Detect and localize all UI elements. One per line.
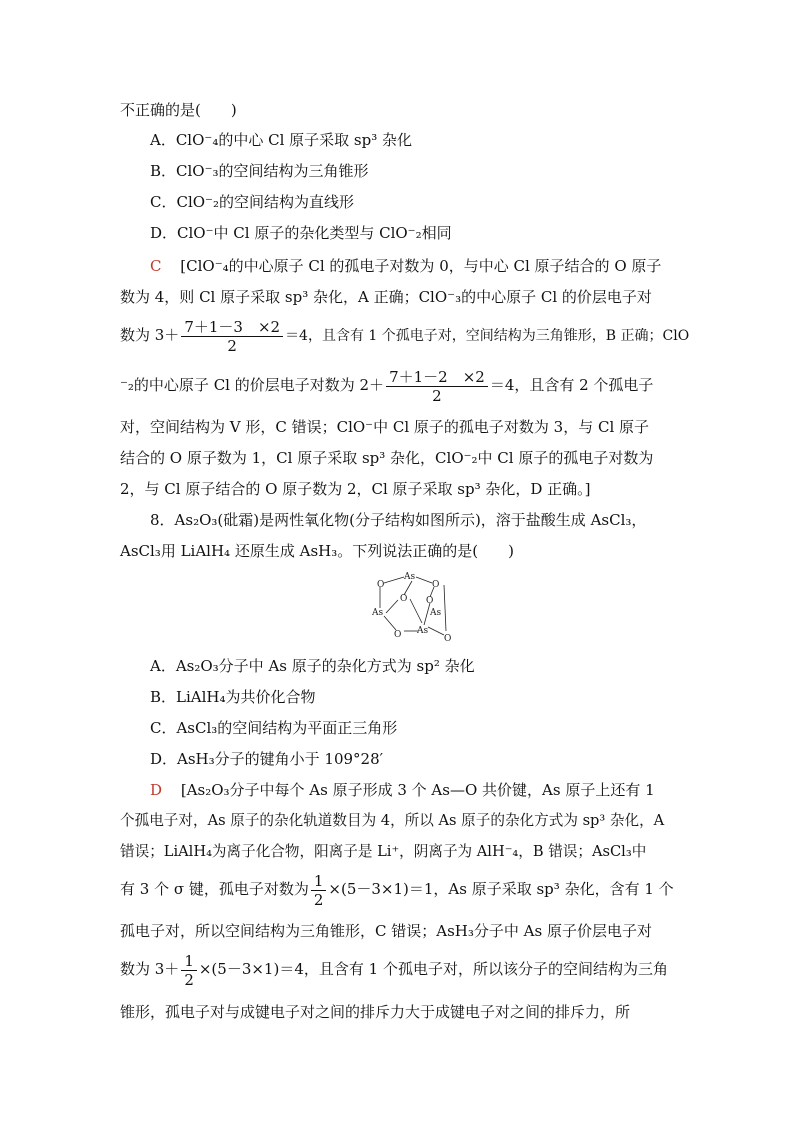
q7-explanation-line-1 xyxy=(150,256,661,276)
q8-explanation-line-1 xyxy=(150,780,655,800)
q8-exp4-post: ×(5－3×1)＝1，As 原子采取 sp³ 杂化，含有 1 个 xyxy=(328,880,674,898)
q7-fraction-1 xyxy=(181,318,283,355)
q8-explanation-line-4 xyxy=(120,870,674,909)
atom-as: As xyxy=(404,572,416,582)
q8-fraction-2 xyxy=(181,952,197,989)
atom-as: As xyxy=(430,608,442,618)
atom-o: O xyxy=(377,580,385,590)
atom-as: As xyxy=(372,608,384,618)
q8-stem-line-2: AsCl₃用 LiAlH₄ 还原生成 AsH₃。下列说法正确的是( ) xyxy=(120,542,514,560)
q7-option-d: D．ClO⁻中 Cl 原子的杂化类型与 ClO⁻₂相同 xyxy=(150,224,452,242)
fraction-denominator: 2 xyxy=(184,970,194,989)
q8-fraction-1 xyxy=(311,872,327,909)
q7-answer-letter: C xyxy=(150,257,162,275)
atom-o: O xyxy=(394,630,402,640)
q8-exp6-post: ×(5－3×1)＝4，且含有 1 个孤电子对，所以该分子的空间结构为三角 xyxy=(198,960,668,978)
atom-o: O xyxy=(432,580,440,590)
q8-exp-text-1: [As₂O₃分子中每个 As 原子形成 3 个 As—O 共价键，As 原子上还有 1 xyxy=(180,781,655,799)
fraction-numerator: 7＋1－2 ×2 xyxy=(386,368,488,387)
q7-exp-text-1: [ClO⁻₄的中心原子 Cl 的孤电子对数为 0，与中心 Cl 原子结合的 O 原子 xyxy=(180,257,662,275)
q8-exp6-pre: 数为 3＋ xyxy=(120,960,180,978)
q8-explanation-line-5: 孤电子对，所以空间结构为三角锥形，C 错误；AsH₃分子中 As 原子价层电子对 xyxy=(120,922,652,940)
q7-stem-end: 不正确的是( ) xyxy=(120,101,237,119)
fraction-numerator: 7＋1－3 ×2 xyxy=(181,318,283,337)
q7-explanation-line-2: 数为 4，则 Cl 原子采取 sp³ 杂化，A 正确；ClO⁻₃的中心原子 Cl 的价层电子对 xyxy=(120,288,652,306)
q8-option-d: D．AsH₃分子的键角小于 109°28′ xyxy=(150,750,384,768)
q7-explanation-line-5: 对，空间结构为 V 形，C 错误；ClO⁻中 Cl 原子的孤电子对数为 3，与 Cl 原子 xyxy=(120,418,650,436)
q7-option-a: A．ClO⁻₄的中心 Cl 原子采取 sp³ 杂化 xyxy=(150,131,412,149)
q7-explanation-line-6: 结合的 O 原子数为 1，Cl 原子采取 sp³ 杂化，ClO⁻₂中 Cl 原子的孤电子对数为 xyxy=(120,449,654,467)
q8-option-b: B．LiAlH₄为共价化合物 xyxy=(150,688,316,706)
q7-explanation-line-3 xyxy=(120,316,689,355)
atom-o: O xyxy=(444,634,452,644)
q8-explanation-line-3: 错误；LiAlH₄为离子化合物，阳离子是 Li⁺，阴离子为 AlH⁻₄，B 错误；AsCl₃中 xyxy=(120,843,647,860)
atom-o: O xyxy=(400,594,408,604)
atom-as: As xyxy=(417,626,429,636)
q8-explanation-line-6 xyxy=(120,950,668,989)
q7-fraction-2 xyxy=(386,368,488,405)
q8-option-c: C．AsCl₃的空间结构为平面正三角形 xyxy=(150,719,398,737)
q7-exp3-pre: 数为 3＋ xyxy=(120,326,180,344)
as2o3-structure-diagram xyxy=(360,565,470,645)
q8-stem-line-1: 8．As₂O₃(砒霜)是两性氧化物(分子结构如图所示)，溶于盐酸生成 AsCl₃， xyxy=(150,511,647,529)
q7-option-b: B．ClO⁻₃的空间结构为三角锥形 xyxy=(150,162,369,180)
q8-answer-letter: D xyxy=(150,781,163,799)
fraction-numerator: 1 xyxy=(311,872,327,891)
atom-o: O xyxy=(426,596,434,606)
fraction-denominator: 2 xyxy=(313,890,324,909)
q7-explanation-line-7: 2，与 Cl 原子结合的 O 原子数为 2，Cl 原子采取 sp³ 杂化，D 正确。] xyxy=(120,480,591,498)
q8-option-a: A．As₂O₃分子中 As 原子的杂化方式为 sp² 杂化 xyxy=(150,657,475,675)
fraction-denominator: 2 xyxy=(432,386,442,405)
q7-exp4-pre: ⁻₂的中心原子 Cl 的价层电子对数为 2＋ xyxy=(120,376,385,394)
q7-exp4-post: ＝4，且含有 2 个孤电子 xyxy=(489,376,654,394)
q8-explanation-line-2: 个孤电子对，As 原子的杂化轨道数目为 4，所以 As 原子的杂化方式为 sp³ 杂化，A xyxy=(120,812,665,829)
q8-exp4-pre: 有 3 个 σ 键，孤电子对数为 xyxy=(120,880,309,898)
q7-option-c: C．ClO⁻₂的空间结构为直线形 xyxy=(150,193,354,211)
fraction-denominator: 2 xyxy=(227,336,237,355)
fraction-numerator: 1 xyxy=(181,952,197,971)
q7-explanation-line-4 xyxy=(120,366,653,405)
q8-explanation-line-7: 锥形，孤电子对与成键电子对之间的排斥力大于成键电子对之间的排斥力，所 xyxy=(120,1003,631,1021)
q7-exp3-post: ＝4，且含有 1 个孤电子对，空间结构为三角锥形，B 正确；ClO xyxy=(285,328,690,344)
